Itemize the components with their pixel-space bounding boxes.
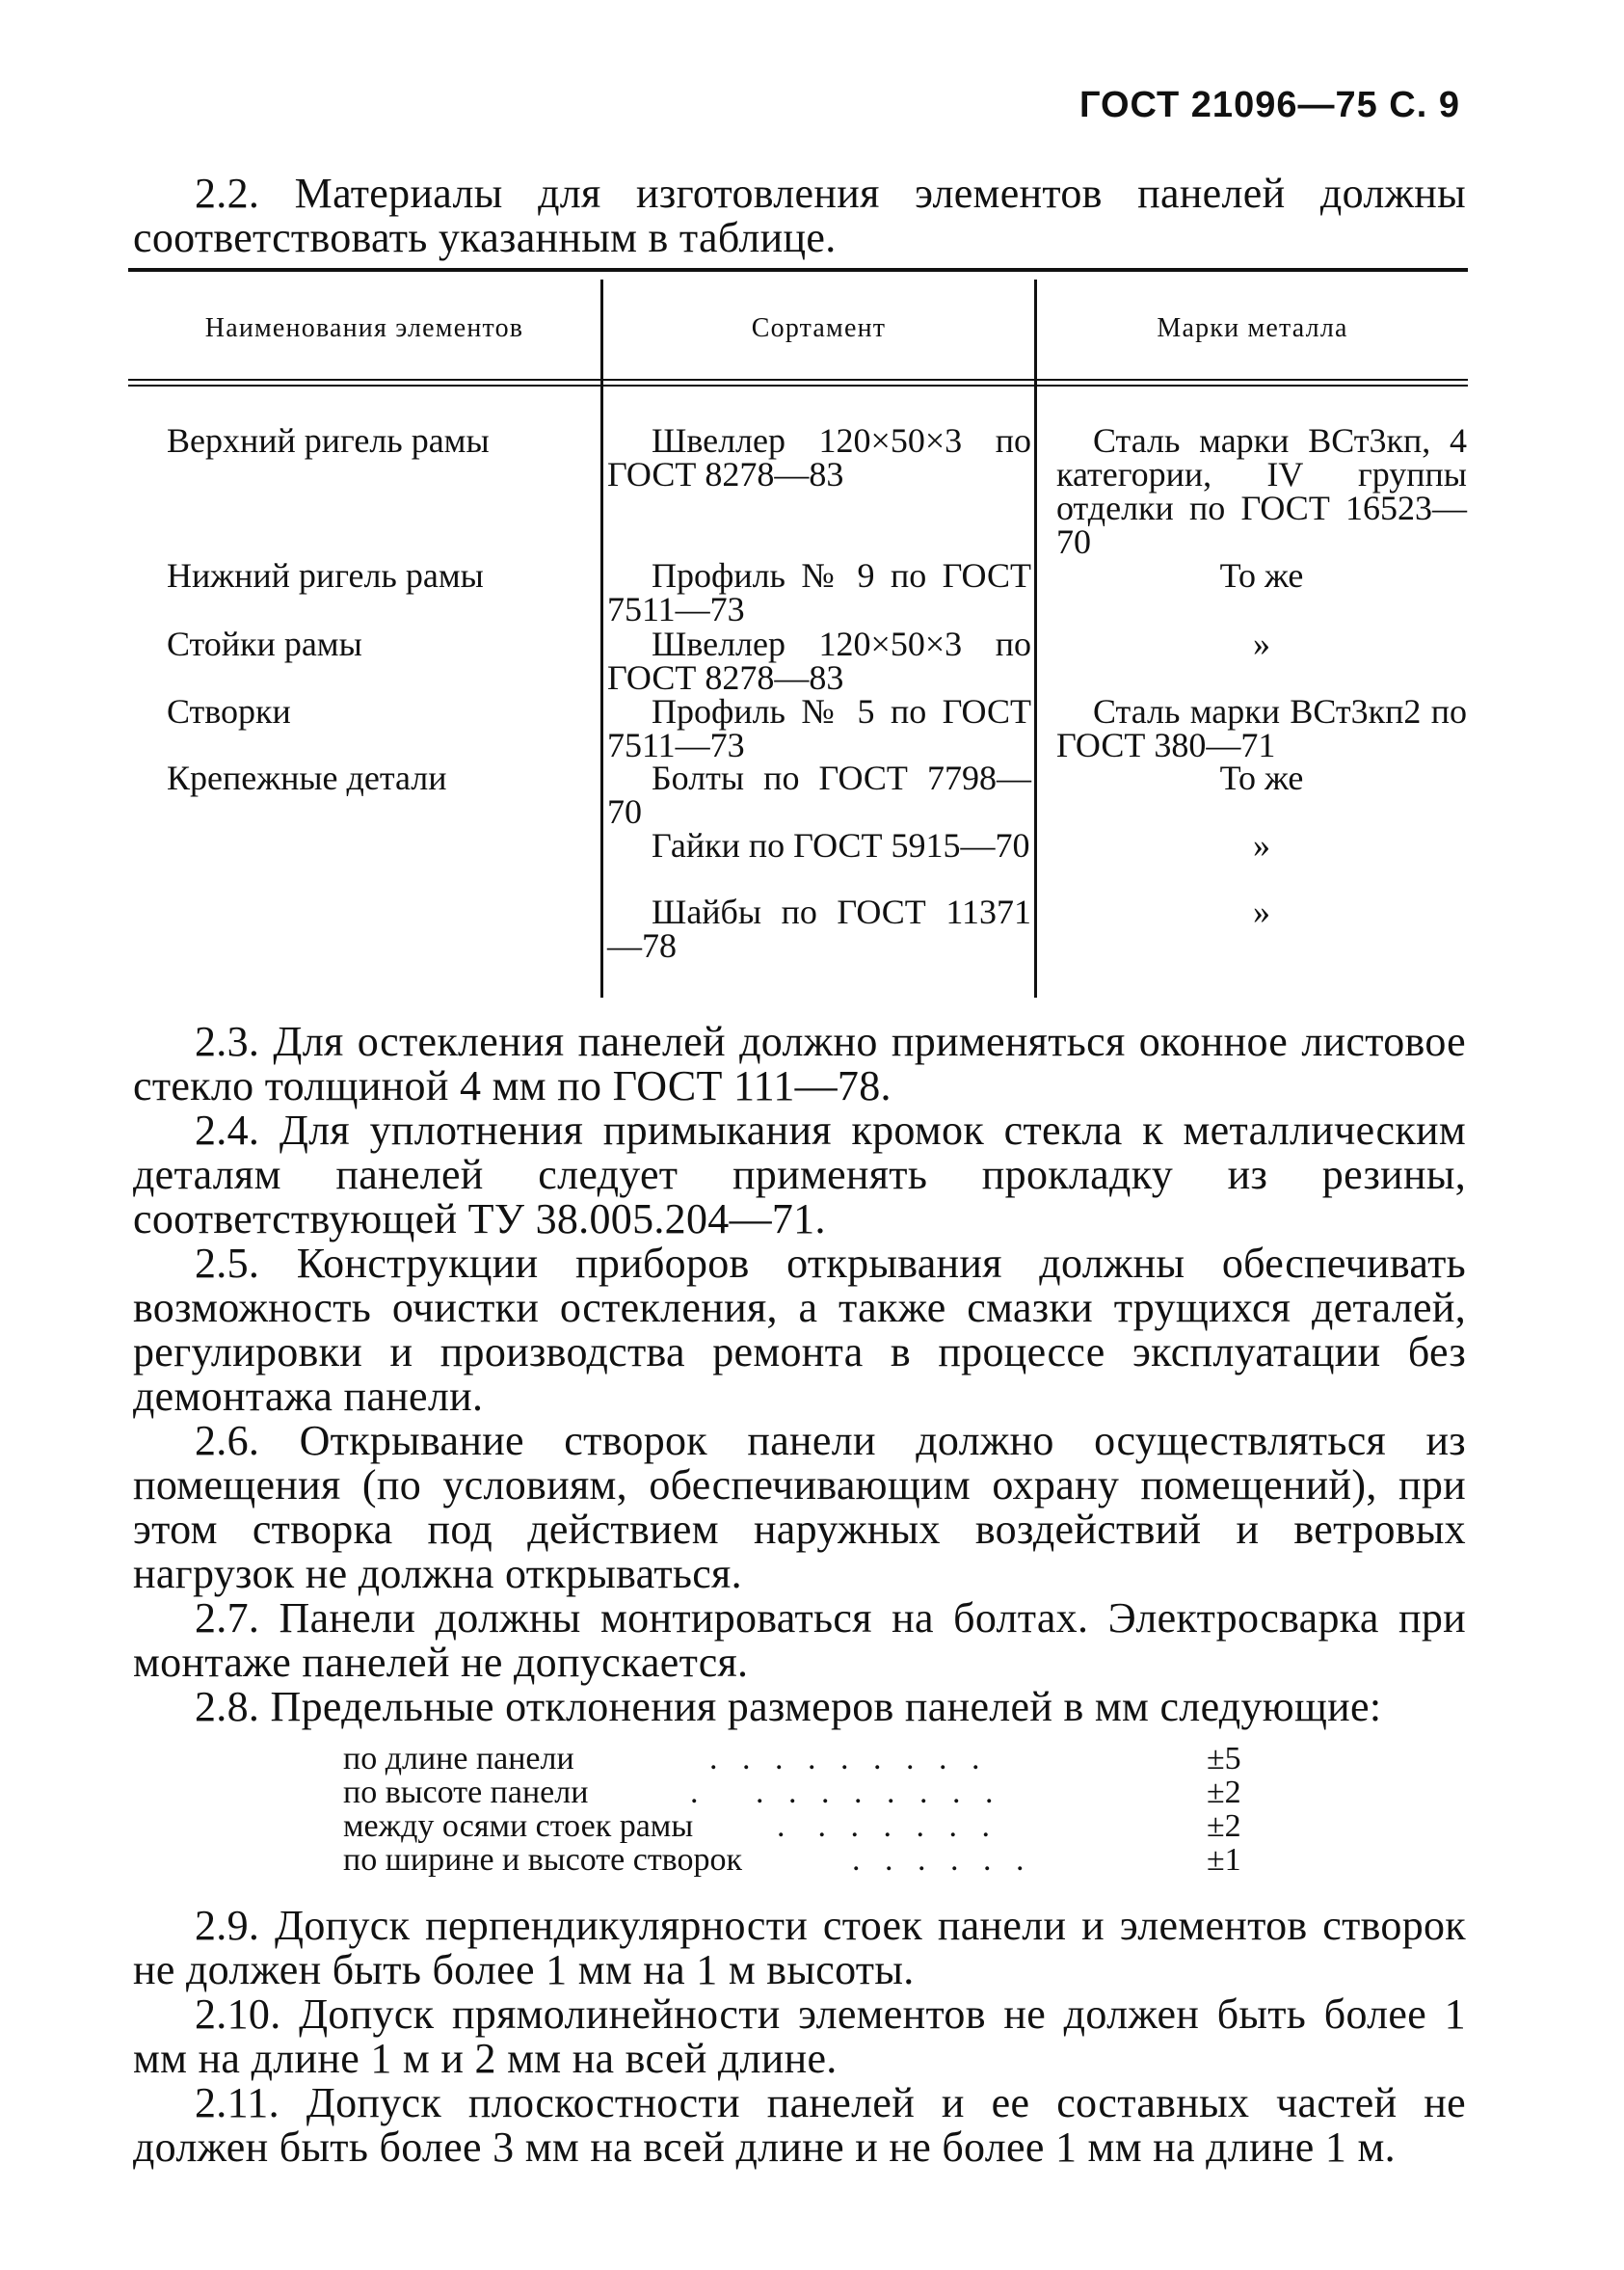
table-cell-element: Нижний ригель рамы [167, 556, 484, 595]
table-cell-element: Верхний ригель рамы [167, 421, 490, 460]
paragraph-2-3: 2.3. Для остекления панелей должно применяться оконное листовое стекло толщиной 4 мм по ГОСТ 111—78. [133, 1018, 1466, 1109]
paragraph-2-9: 2.9. Допуск перпендикулярности стоек панели и элементов створок не должен быть более 1 мм на 1 м высоты. [133, 1902, 1466, 1993]
tolerance-row: . . . . . . . между осями стоек рамы ±2 [343, 1808, 1241, 1844]
table-cell-grade: Сталь марки ВСт3кп2 по ГОСТ 380—71 [1056, 692, 1467, 764]
table-cell-grade: » [1253, 893, 1270, 931]
table-header-elements: Наименования элементов [204, 313, 524, 343]
table-top-rule [128, 268, 1468, 272]
table-cell-element: Створки [167, 692, 291, 731]
table-header-rule-2 [128, 385, 1468, 387]
tolerance-row: . . . . . . по ширине и высоте створок ±1 [343, 1842, 1241, 1878]
table-cell-element: Стойки рамы [167, 625, 362, 663]
table-cell-assortment: Болты по ГОСТ 7798—70 [607, 759, 1031, 831]
paragraph-2-2: 2.2. Материалы для изготовления элементов панелей должны соответствовать указанным в таблице. [133, 170, 1466, 261]
table-cell-assortment: Гайки по ГОСТ 5915—70 [652, 826, 1030, 865]
table-cell-assortment: Профиль № 9 по ГОСТ 7511—73 [607, 556, 1031, 628]
tolerance-label: по ширине и высоте створок [343, 1842, 743, 1878]
table-cell-element: Крепежные детали [167, 759, 447, 797]
tolerance-label: между осями стоек рамы [343, 1808, 694, 1844]
table-cell-assortment: Шайбы по ГОСТ 11371—78 [607, 893, 1031, 965]
table-header-assortment: Сортамент [751, 313, 887, 343]
table-column-divider-1 [600, 280, 603, 998]
tolerance-value: ±5 [1207, 1741, 1241, 1776]
paragraph-2-5: 2.5. Конструкции приборов открывания должны обеспечивать возможность очистки остекления, а также смазки трущихся деталей, регулировки и производства ремонта в процессе эксплуатации без демонтажа панели. [133, 1240, 1466, 1420]
paragraph-2-8: 2.8. Предельные отклонения размеров панелей в мм следующие: [195, 1683, 1382, 1730]
table-cell-assortment: Швеллер 120×50×3 по ГОСТ 8278—83 [607, 421, 1031, 494]
table-cell-grade: То же [1219, 759, 1304, 797]
tolerance-row: . . . . . . . . . по высоте панели ±2 [343, 1775, 1241, 1810]
paragraph-2-6: 2.6. Открывание створок панели должно осуществляться из помещения (по условиям, обеспечивающим охрану помещений), при этом створка под действием наружных воздействий и ветровых нагрузок не должна открываться. [133, 1417, 1466, 1597]
table-cell-assortment: Швеллер 120×50×3 по ГОСТ 8278—83 [607, 625, 1031, 697]
table-column-divider-2 [1034, 280, 1037, 998]
table-header-grade: Марки металла [1157, 313, 1348, 343]
table-cell-grade: Сталь марки ВСт3кп, 4 категории, IV группы отделки по ГОСТ 16523—70 [1056, 421, 1467, 561]
table-header-rule-1 [128, 379, 1468, 381]
tolerance-value: ±1 [1207, 1842, 1241, 1878]
paragraph-2-11: 2.11. Допуск плоскостности панелей и ее составных частей не должен быть более 3 мм на всей длине и не более 1 мм на длине 1 м. [133, 2079, 1466, 2171]
tolerance-value: ±2 [1207, 1775, 1241, 1810]
tolerance-label: по высоте панели [343, 1775, 589, 1810]
paragraph-2-7: 2.7. Панели должны монтироваться на болтах. Электросварка при монтаже панелей не допускается. [133, 1594, 1466, 1686]
page-header: ГОСТ 21096—75 С. 9 [1078, 85, 1460, 125]
table-cell-grade: » [1253, 826, 1270, 865]
tolerance-value: ±2 [1207, 1808, 1241, 1844]
paragraph-2-10: 2.10. Допуск прямолинейности элементов не должен быть более 1 мм на длине 1 м и 2 мм на всей длине. [133, 1990, 1466, 2082]
table-cell-grade: » [1253, 625, 1270, 663]
paragraph-2-4: 2.4. Для уплотнения примыкания кромок стекла к металлическим деталям панелей следует применять прокладку из резины, соответствующей ТУ 38.005.204—71. [133, 1107, 1466, 1242]
tolerance-label: по длине панели [343, 1741, 574, 1776]
tolerance-row: . . . . . . . . . по длине панели ±5 [343, 1741, 1241, 1776]
table-cell-assortment: Профиль № 5 по ГОСТ 7511—73 [607, 692, 1031, 764]
table-cell-grade: То же [1219, 556, 1304, 595]
